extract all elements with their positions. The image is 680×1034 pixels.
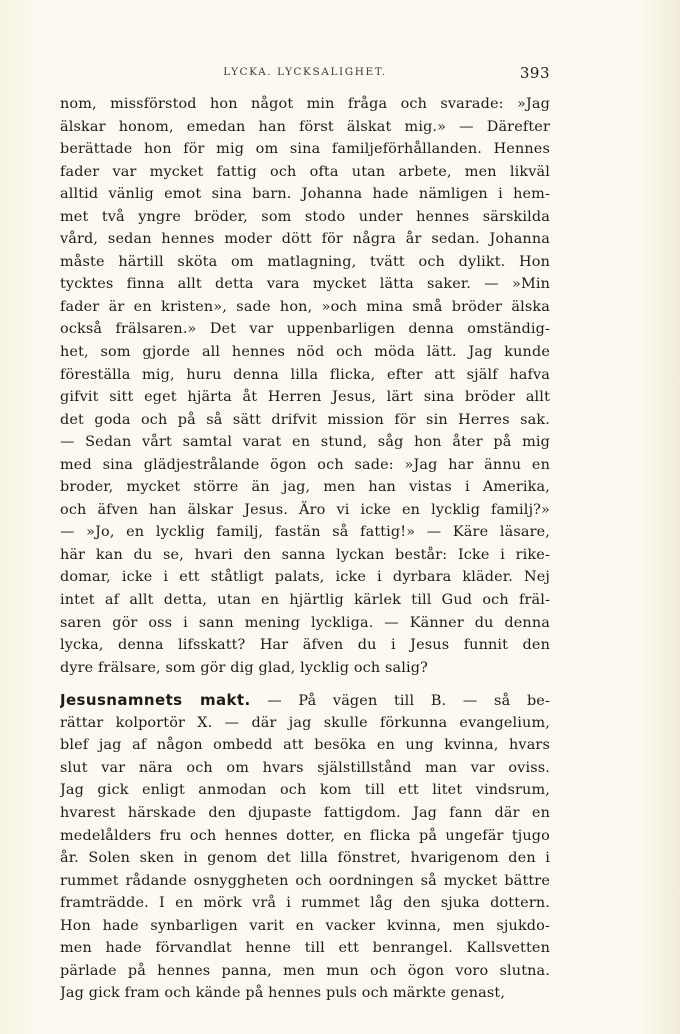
text-line bbox=[60, 689, 550, 712]
text-line: alltid vänlig emot sina barn. Johanna hade nämligen i hem- bbox=[60, 186, 550, 203]
text-line: blef jag af någon ombedd att besöka en ung kvinna, hvars bbox=[60, 737, 550, 754]
text-line: vård, sedan hennes moder dött för några år sedan. Johanna bbox=[60, 231, 550, 248]
text-line: rummet rådande osnyggheten och oordningen så mycket bättre bbox=[60, 872, 550, 889]
text-line: domar, icke i ett ståtligt palats, icke i dyrbara kläder. Nej bbox=[60, 569, 550, 586]
text-line: gifvit sitt eget hjärta åt Herren Jesus, lärt sina bröder allt bbox=[60, 389, 550, 406]
text-line: Jag gick fram och kände på hennes puls och märkte genast, bbox=[60, 985, 506, 1002]
text-line: med sina glädjestrålande ögon och sade: »Jag har ännu en bbox=[60, 456, 550, 473]
text-line: medelålders fru och hennes dotter, en flicka på ungefär tjugo bbox=[60, 827, 550, 844]
text-line: år. Solen sken in genom det lilla fönstret, hvarigenom den i bbox=[60, 850, 550, 867]
text-line: framträdde. I en mörk vrå i rummet låg den sjuka dottern. bbox=[60, 895, 550, 912]
text-line: met två yngre bröder, som stodo under hennes särskilda bbox=[60, 208, 550, 225]
text-line: — »Jo, en lycklig familj, fastän så fattig!» — Käre läsare, bbox=[60, 524, 550, 541]
text-line: älskar honom, emedan han först älskat mig.» — Därefter bbox=[60, 118, 550, 135]
text-line: rättar kolportör X. — där jag skulle förkunna evangelium, bbox=[60, 714, 550, 731]
text-line: nom, missförstod hon något min fråga och svarade: »Jag bbox=[60, 96, 550, 112]
text-line: det goda och på så sätt drifvit mission för sin Herres sak. bbox=[60, 411, 550, 428]
section-title-continuation: — På vägen till B. — så be- bbox=[250, 693, 550, 710]
text-line: hvarest härskade den djupaste fattigdom. Jag fann där en bbox=[60, 804, 550, 821]
text-line: Hon hade synbarligen varit en vacker kvinna, men sjukdo- bbox=[60, 917, 550, 934]
text-line: — Sedan vårt samtal varat en stund, såg hon åter på mig bbox=[60, 434, 550, 451]
text-line: broder, mycket större än jag, men han vistas i Amerika, bbox=[60, 479, 550, 496]
text-line: saren gör oss i sann mening lyckliga. — Känner du denna bbox=[60, 614, 550, 631]
text-line: tycktes finna allt detta vara mycket lätta saker. — »Min bbox=[60, 276, 550, 293]
page-header bbox=[60, 64, 550, 84]
text-line: och äfven han älskar Jesus. Äro vi icke en lycklig familj?» bbox=[60, 501, 550, 518]
paragraph-jesusnamnets-makt bbox=[60, 689, 550, 1005]
paragraph-gap bbox=[60, 679, 550, 689]
paragraph-lycka bbox=[60, 93, 550, 679]
text-line: het, som gjorde all hennes nöd och möda lätt. Jag kunde bbox=[60, 344, 550, 361]
section-title: Jesusnamnets makt. bbox=[60, 691, 251, 710]
page-text bbox=[60, 93, 550, 1005]
text-line: slut var nära och om hvars själstillstånd man var oviss. bbox=[60, 759, 550, 776]
text-line: men hade förvandlat henne till ett benrangel. Kallsvetten bbox=[60, 940, 550, 957]
text-line: intet af allt detta, utan en hjärtlig kärlek till Gud och fräl- bbox=[60, 592, 550, 609]
page-number: 393 bbox=[519, 64, 550, 82]
text-line: måste härtill sköta om matlagning, tvätt och dylikt. Hon bbox=[60, 253, 550, 270]
text-line: också frälsaren.» Det var uppenbarligen denna omständig- bbox=[60, 321, 550, 338]
text-line: berättade hon för mig om sina familjeförhållanden. Hennes bbox=[60, 141, 550, 158]
text-line: pärlade på hennes panna, men mun och ögon voro slutna. bbox=[60, 962, 550, 979]
text-line: här kan du se, hvari den sanna lyckan består: Icke i rike- bbox=[60, 546, 550, 563]
text-line: Jag gick enligt anmodan och kom till ett litet vindsrum, bbox=[60, 782, 550, 799]
text-line: fader är en kristen», sade hon, »och mina små bröder älska bbox=[60, 298, 550, 315]
text-line: fader var mycket fattig och ofta utan arbete, men likväl bbox=[60, 163, 550, 180]
text-line: föreställa mig, huru denna lilla flicka, efter att själf hafva bbox=[60, 366, 550, 383]
text-line: lycka, denna lifsskatt? Har äfven du i Jesus funnit den bbox=[60, 637, 550, 654]
running-head: LYCKA. LYCKSALIGHET. bbox=[223, 66, 387, 78]
text-line: dyre frälsare, som gör dig glad, lycklig och salig? bbox=[60, 659, 428, 676]
